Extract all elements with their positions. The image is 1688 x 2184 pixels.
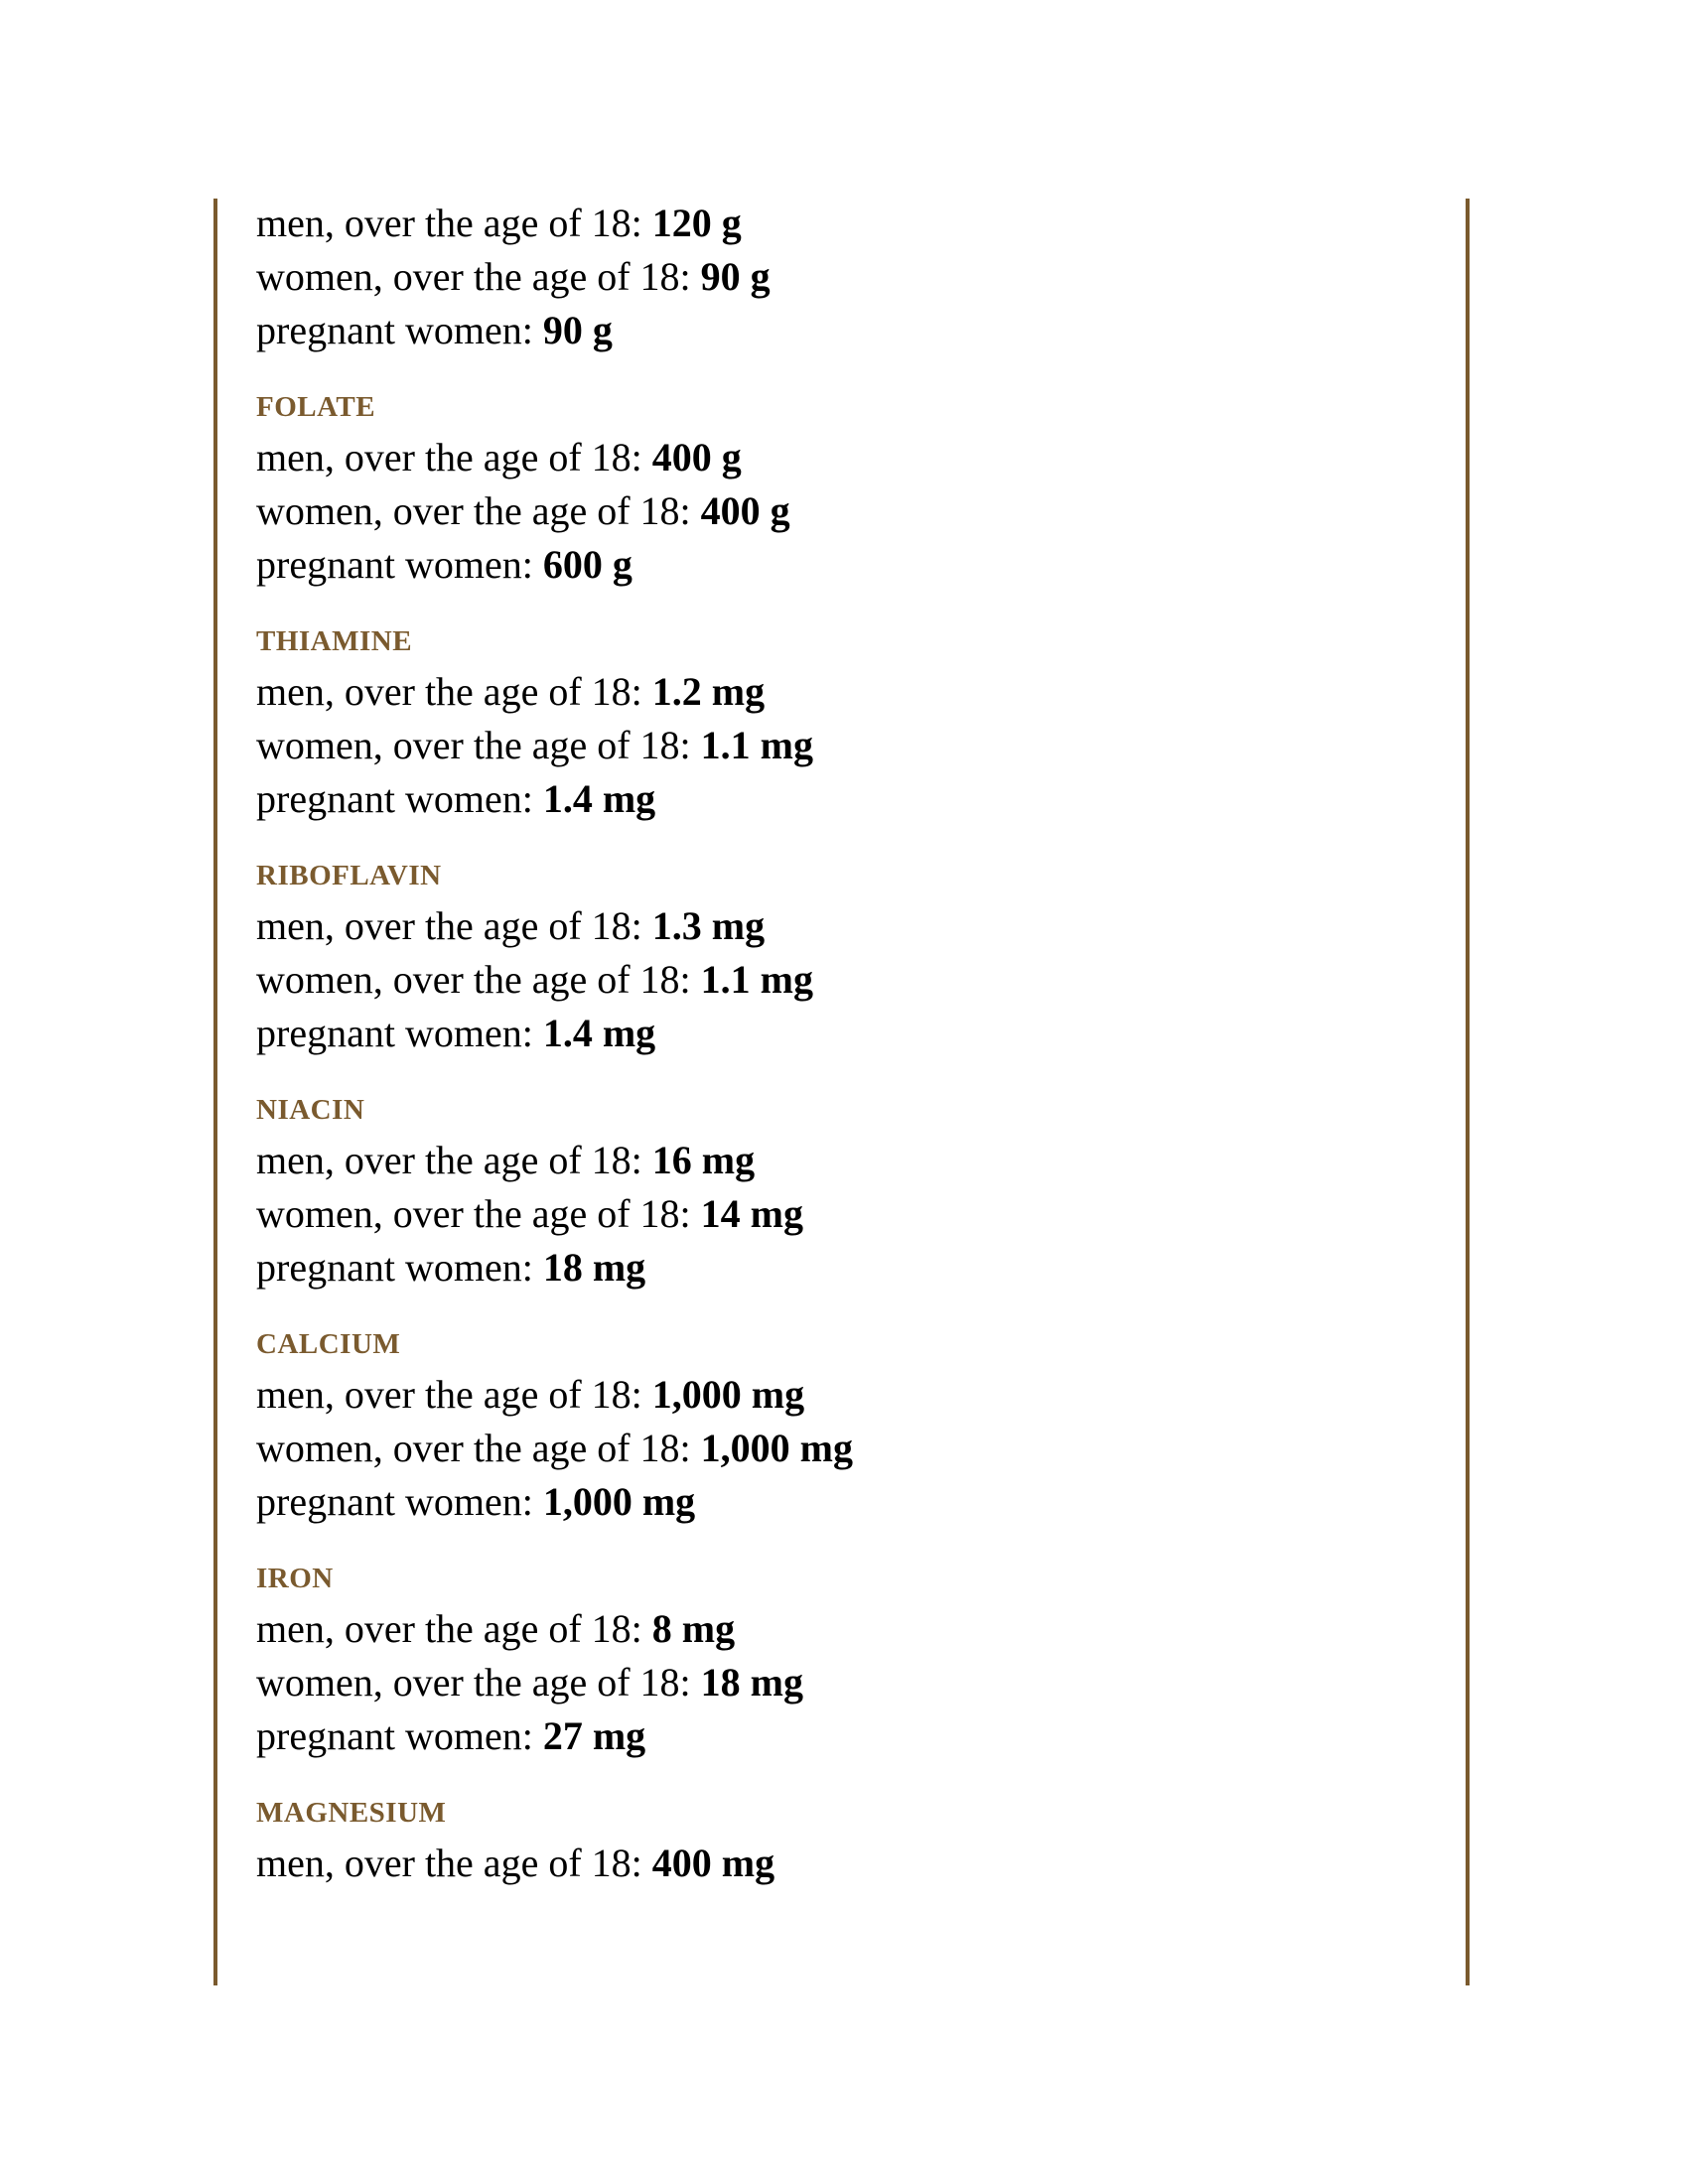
intro-block [256,197,1428,357]
line-men [256,1602,1428,1656]
section-heading-folate: FOLATE [256,391,376,423]
line-women [256,719,1428,772]
section-folate [256,431,1428,592]
line-women [256,484,1428,538]
section-heading-thiamine: THIAMINE [256,625,413,657]
line-pregnant [256,1475,1428,1529]
line-value: 1.2 mg [651,669,766,714]
line-value: 400 g [651,435,742,479]
line-label: women, over the age of 18: [256,1426,701,1470]
line-women [256,1187,1428,1241]
line-value: 1.4 mg [542,776,656,821]
line-label: pregnant women: [256,308,543,352]
line-label: men, over the age of 18: [256,435,652,479]
line-value: 1.4 mg [542,1011,656,1055]
line-pregnant [256,538,1428,592]
line-label: men, over the age of 18: [256,1138,652,1182]
line-pregnant [256,1007,1428,1060]
line-value: 27 mg [542,1713,646,1758]
line-value: 1.1 mg [700,723,813,767]
line-value: 1,000 mg [651,1372,805,1417]
line-value: 90 g [542,308,613,352]
line-value: 1.1 mg [700,957,813,1002]
line-value: 1.3 mg [651,903,766,948]
line-value: 16 mg [651,1138,756,1182]
line-label: women, over the age of 18: [256,488,701,533]
line-value: 1,000 mg [700,1426,853,1470]
line-men [256,1134,1428,1187]
line-value: 18 mg [700,1660,803,1705]
section-iron [256,1602,1428,1763]
line-value: 8 mg [651,1606,736,1651]
section-niacin [256,1134,1428,1295]
intro-line-pregnant [256,304,1428,357]
line-label: women, over the age of 18: [256,1660,701,1705]
intro-line-men [256,197,1428,250]
line-pregnant [256,772,1428,826]
section-thiamine [256,665,1428,826]
line-men [256,1368,1428,1422]
line-label: pregnant women: [256,776,543,821]
line-label: women, over the age of 18: [256,723,701,767]
section-heading-magnesium: MAGNESIUM [256,1797,447,1829]
line-pregnant [256,1709,1428,1763]
line-label: women, over the age of 18: [256,1191,701,1236]
line-value: 120 g [651,201,742,245]
section-riboflavin [256,899,1428,1060]
intro-line-women [256,250,1428,304]
section-magnesium [256,1837,1428,1890]
line-label: men, over the age of 18: [256,669,652,714]
line-label: men, over the age of 18: [256,201,652,245]
line-label: pregnant women: [256,1479,543,1524]
line-label: pregnant women: [256,1245,543,1290]
line-label: men, over the age of 18: [256,1841,652,1885]
line-value: 18 mg [542,1245,646,1290]
line-value: 400 g [700,488,790,533]
line-men [256,899,1428,953]
line-label: women, over the age of 18: [256,957,701,1002]
line-label: pregnant women: [256,1713,543,1758]
line-women [256,953,1428,1007]
section-heading-riboflavin: RIBOFLAVIN [256,860,442,891]
section-heading-calcium: CALCIUM [256,1328,401,1360]
line-value: 90 g [700,254,771,299]
line-label: pregnant women: [256,1011,543,1055]
line-label: pregnant women: [256,542,543,587]
line-value: 1,000 mg [542,1479,696,1524]
line-value: 14 mg [700,1191,803,1236]
line-label: men, over the age of 18: [256,903,652,948]
line-pregnant [256,1241,1428,1295]
line-value: 600 g [542,542,633,587]
nutrient-list [256,197,1428,1890]
line-women [256,1422,1428,1475]
line-women [256,1656,1428,1709]
line-label: women, over the age of 18: [256,254,701,299]
line-men [256,665,1428,719]
section-heading-niacin: NIACIN [256,1094,365,1126]
section-heading-iron: IRON [256,1563,334,1594]
line-label: men, over the age of 18: [256,1372,652,1417]
line-men [256,431,1428,484]
line-label: men, over the age of 18: [256,1606,652,1651]
line-men [256,1837,1428,1890]
section-calcium [256,1368,1428,1529]
line-value: 400 mg [651,1841,775,1885]
